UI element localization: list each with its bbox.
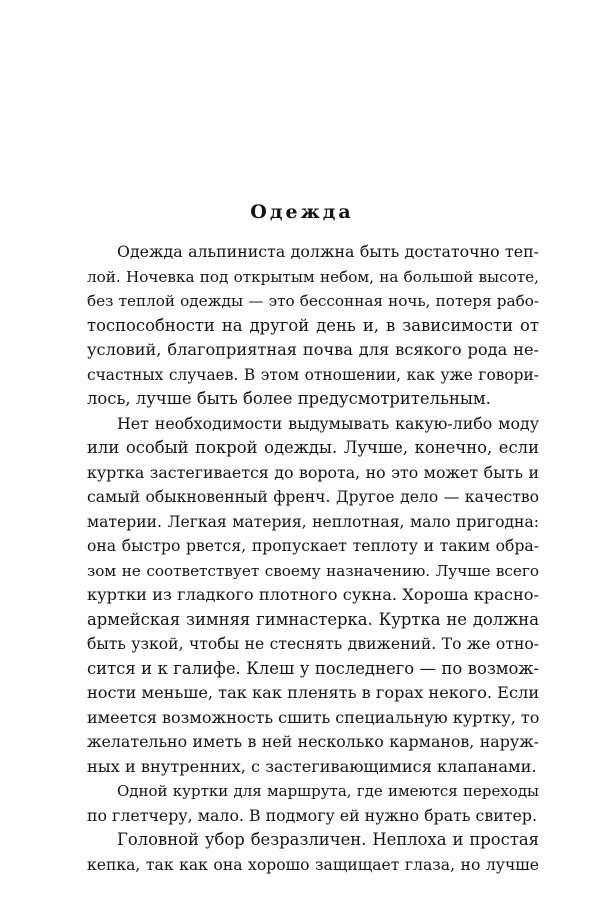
text-line: лой. Ночевка под открытым небом, на большой высоте, (87, 267, 539, 286)
text-line: она быстро рвется, пропускает теплоту и таким обра- (87, 537, 539, 555)
text-line: счастных случаев. В этом отношении, как уже говори- (87, 365, 539, 384)
text-line: кепка, так как она хорошо защищает глаза, но лучше (87, 855, 539, 874)
text-line: быть узкой, чтобы не стеснять движений. То же отно- (87, 635, 539, 653)
text-line: армейская зимняя гимнастерка. Куртка не должна (87, 609, 539, 629)
text-line: самый обыкновенный френч. Другое дело — качество (87, 488, 539, 506)
text-line: куртка застегивается до ворота, но это может быть и (87, 462, 539, 482)
text-line: тоспособности на другой день и, в зависимости от (87, 315, 539, 335)
text-line: сится и к галифе. Клеш у последнего — по возмож- (87, 658, 539, 678)
body-text (87, 240, 539, 877)
text-line: Одежда альпиниста должна быть достаточно теп- (117, 242, 539, 261)
text-line: условий, благоприятная почва для всякого рода не- (87, 340, 539, 359)
section-heading: Одежда (250, 201, 354, 223)
text-line: Одной куртки для маршрута, где имеются переходы (117, 782, 539, 800)
text-line: или особый покрой одежды. Лучше, конечно, если (87, 438, 539, 457)
text-line: лось, лучше быть более предусмотрительным. (87, 389, 491, 408)
text-line: имеется возможность сшить специальную куртку, то (87, 707, 540, 727)
text-line: куртки из гладкого плотного сукна. Хороша красно- (87, 585, 539, 604)
text-line: без теплой одежды — это бессонная ночь, потеря рабо- (87, 292, 539, 310)
text-line: Головной убор безразличен. Неплоха и простая (117, 830, 539, 849)
text-line: ных и внутренних, с застегивающимися клапанами. (87, 756, 537, 776)
text-line: зом не соответствует своему назначению. Лучше всего (87, 561, 539, 580)
text-line: Нет необходимости выдумывать какую-либо моду (117, 413, 539, 433)
text-line: материи. Легкая материя, неплотная, мало пригодна: (87, 512, 539, 531)
text-line: желательно иметь в ней несколько карманов, наруж- (87, 732, 539, 751)
text-line: по глетчеру, мало. В подмогу ей нужно брать свитер. (87, 805, 537, 825)
text-line: ности меньше, так как пленять в горах некого. Если (87, 683, 540, 702)
